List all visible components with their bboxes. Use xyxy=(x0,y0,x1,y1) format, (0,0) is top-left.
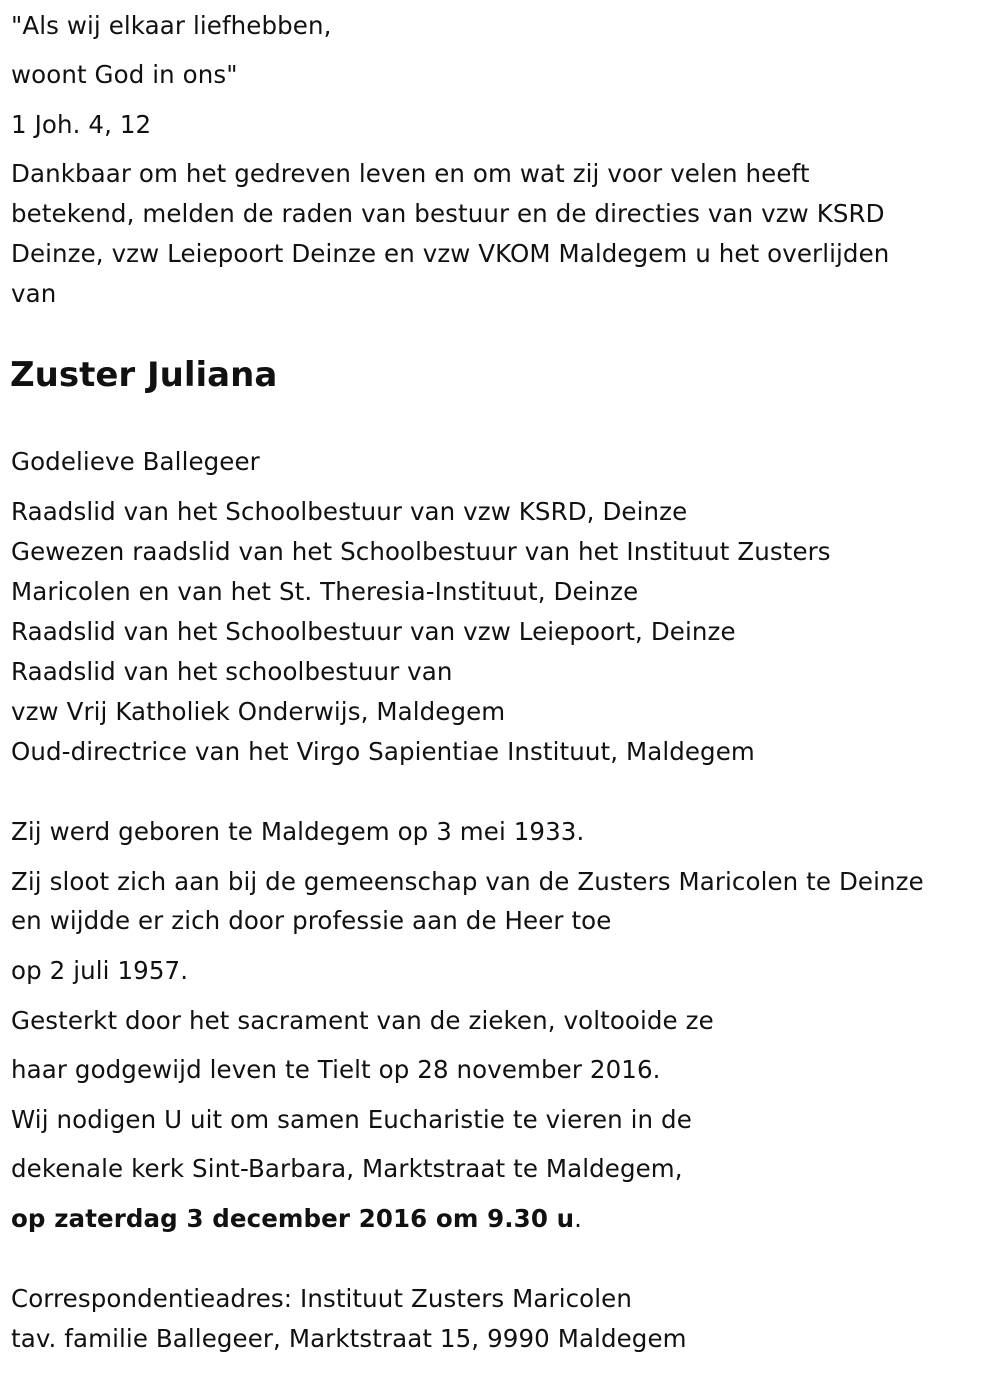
deceased-name: Zuster Juliana xyxy=(10,355,278,395)
function-line: Maricolen en van het St. Theresia-Instituut, Deinze xyxy=(11,577,639,606)
function-line: vzw Vrij Katholiek Onderwijs, Maldegem xyxy=(11,697,506,726)
invitation-line-2: dekenale kerk Sint-Barbara, Marktstraat te Maldegem, xyxy=(11,1154,683,1183)
death-line-2: haar godgewijd leven te Tielt op 28 november 2016. xyxy=(11,1055,661,1084)
quote-line-2: woont God in ons" xyxy=(11,60,238,89)
service-datetime: op zaterdag 3 december 2016 om 9.30 u xyxy=(11,1204,575,1233)
function-line: Gewezen raadslid van het Schoolbestuur van het Instituut Zusters xyxy=(11,537,831,566)
civil-name: Godelieve Ballegeer xyxy=(11,447,260,476)
announcement-line-4: van xyxy=(11,279,57,308)
announcement-line-3: Deinze, vzw Leiepoort Deinze en vzw VKOM Maldegem u het overlijden xyxy=(11,239,890,268)
birth-line: Zij werd geboren te Maldegem op 3 mei 1933. xyxy=(11,817,585,846)
correspondence-line-1: Correspondentieadres: Instituut Zusters Maricolen xyxy=(11,1284,632,1313)
joined-line-1: Zij sloot zich aan bij de gemeenschap van de Zusters Maricolen te Deinze xyxy=(11,867,924,896)
function-line: Raadslid van het schoolbestuur van xyxy=(11,657,453,686)
invitation-line-1: Wij nodigen U uit om samen Eucharistie te vieren in de xyxy=(11,1105,692,1134)
quote-line-1: "Als wij elkaar liefhebben, xyxy=(11,11,332,40)
function-line: Raadslid van het Schoolbestuur van vzw KSRD, Deinze xyxy=(11,497,688,526)
correspondence-line-2: tav. familie Ballegeer, Marktstraat 15, 9990 Maldegem xyxy=(11,1324,687,1353)
quote-reference: 1 Joh. 4, 12 xyxy=(11,110,152,139)
function-line: Raadslid van het Schoolbestuur van vzw Leiepoort, Deinze xyxy=(11,617,736,646)
function-line: Oud-directrice van het Virgo Sapientiae Instituut, Maldegem xyxy=(11,737,755,766)
service-datetime-line xyxy=(11,1199,582,1239)
service-datetime-period: . xyxy=(574,1204,583,1233)
announcement-line-2: betekend, melden de raden van bestuur en de directies van vzw KSRD xyxy=(11,199,885,228)
announcement-line-1: Dankbaar om het gedreven leven en om wat zij voor velen heeft xyxy=(11,159,810,188)
death-line-1: Gesterkt door het sacrament van de zieken, voltooide ze xyxy=(11,1006,714,1035)
joined-line-2: en wijdde er zich door professie aan de Heer toe xyxy=(11,906,612,935)
profession-date: op 2 juli 1957. xyxy=(11,956,189,985)
